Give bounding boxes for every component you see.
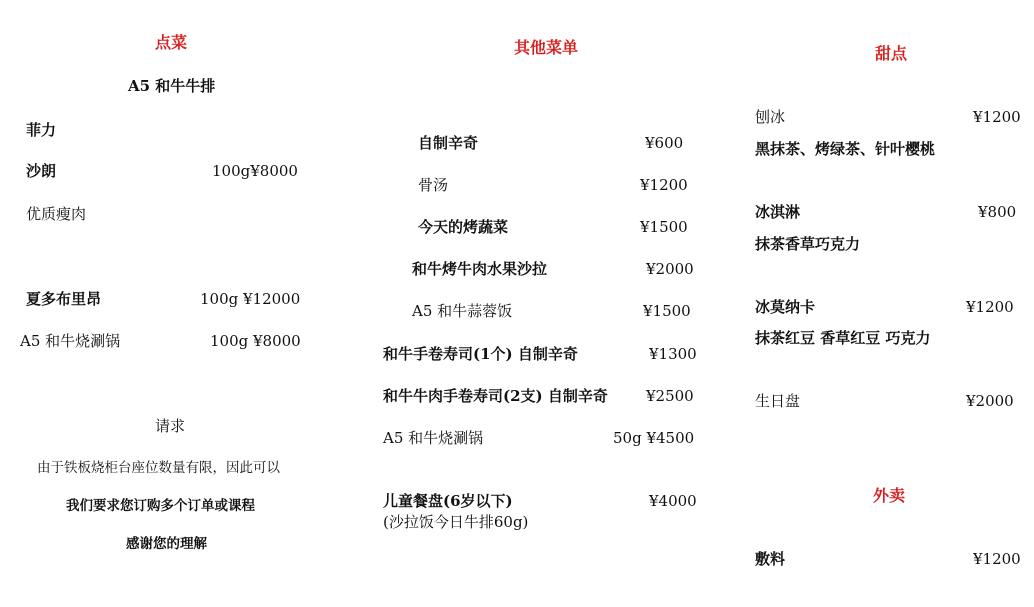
menu-item-price: ¥1200 — [973, 108, 1021, 126]
menu-item-price: ¥4000 — [649, 492, 697, 510]
menu-item-name: A5 和牛蒜蓉饭 — [412, 302, 513, 320]
menu-item-name: 儿童餐盘(6岁以下) — [383, 492, 513, 510]
subheading-wagyu-steak: A5 和牛牛排 — [128, 77, 216, 95]
menu-item-price: ¥600 — [645, 134, 684, 152]
menu-item-price: ¥1500 — [640, 218, 688, 236]
menu-item-name: 和牛手卷寿司(1个) 自制辛奇 — [383, 345, 578, 363]
notice-line: 感谢您的理解 — [126, 536, 207, 552]
menu-item-name: 自制辛奇 — [418, 134, 479, 152]
menu-item-name: 优质瘦肉 — [26, 205, 87, 223]
menu-item-price: ¥800 — [978, 203, 1017, 221]
menu-item-detail: 抹茶香草巧克力 — [755, 235, 861, 253]
menu-item-name: 骨汤 — [418, 176, 449, 194]
menu-item-name: A5 和牛烧涮锅 — [20, 332, 121, 350]
section-heading-other-menu: 其他菜单 — [514, 38, 579, 57]
menu-item-price: ¥1200 — [966, 298, 1014, 316]
menu-item-name: 和牛牛肉手卷寿司(2支) 自制辛奇 — [383, 387, 608, 405]
menu-item-name: A5 和牛烧涮锅 — [383, 429, 484, 447]
menu-item-price: ¥2000 — [646, 260, 694, 278]
menu-item-price: 100g ¥12000 — [200, 290, 301, 308]
menu-item-price: ¥1200 — [640, 176, 688, 194]
menu-item-name: 菲力 — [26, 121, 57, 139]
menu-item-name: 冰莫纳卡 — [755, 298, 816, 316]
menu-item-price: ¥2500 — [646, 387, 694, 405]
notice-line: 我们要求您订购多个订单或课程 — [66, 498, 255, 514]
menu-item-name: 冰淇淋 — [755, 203, 801, 221]
menu-item-name: 生日盘 — [755, 392, 801, 410]
notice-title: 请求 — [155, 417, 186, 435]
menu-item-price: ¥1200 — [973, 550, 1021, 568]
menu-item-name: 沙朗 — [26, 162, 57, 180]
menu-item-price: ¥2000 — [966, 392, 1014, 410]
menu-item-name: 夏多布里昂 — [26, 290, 102, 308]
menu-item-price: ¥1500 — [643, 302, 691, 320]
menu-item-name: 和牛烤牛肉水果沙拉 — [412, 260, 548, 278]
section-heading-dessert: 甜点 — [875, 44, 908, 63]
menu-item-detail: (沙拉饭今日牛排60g) — [383, 513, 529, 531]
menu-item-price: 50g ¥4500 — [613, 429, 695, 447]
menu-item-name: 刨冰 — [755, 108, 786, 126]
menu-item-name: 敷料 — [755, 550, 786, 568]
notice-line: 由于铁板烧柜台座位数量有限，因此可以 — [37, 460, 280, 476]
menu-item-price: 100g ¥8000 — [210, 332, 301, 350]
menu-item-name: 今天的烤蔬菜 — [418, 218, 509, 236]
menu-item-price: ¥1300 — [649, 345, 697, 363]
section-heading-order: 点菜 — [155, 33, 188, 52]
menu-item-detail: 抹茶红豆 香草红豆 巧克力 — [755, 329, 931, 347]
menu-item-price: 100g¥8000 — [212, 162, 298, 180]
section-heading-takeout: 外卖 — [873, 486, 906, 505]
menu-item-detail: 黑抹茶、烤绿茶、针叶樱桃 — [755, 140, 936, 158]
